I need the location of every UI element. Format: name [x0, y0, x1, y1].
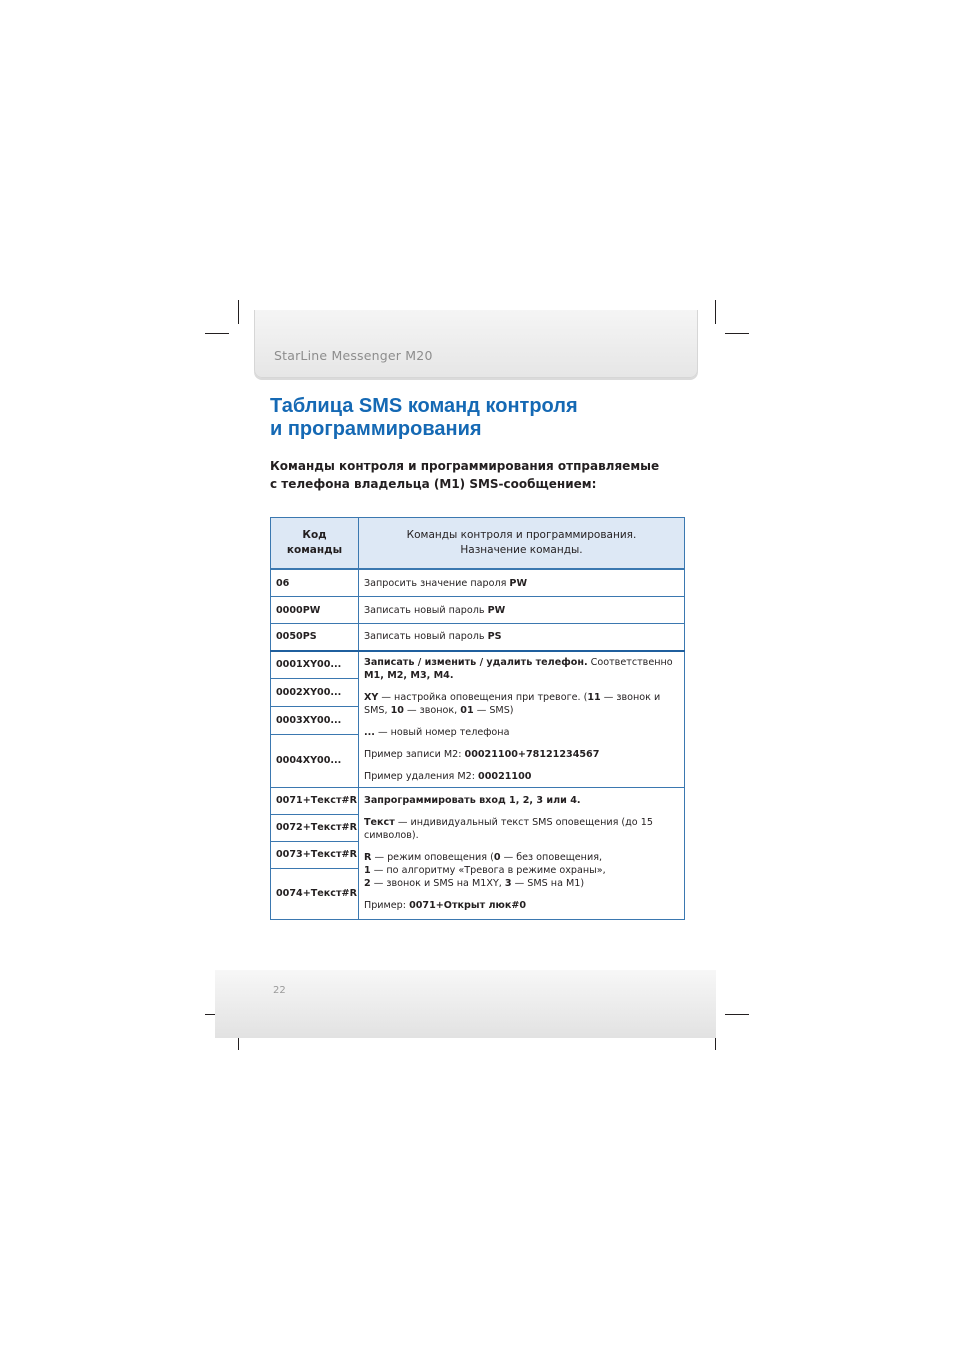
page-number: 22: [273, 985, 286, 996]
subtitle-line2: с телефона владельца (М1) SMS-сообщением:: [270, 477, 597, 491]
command-code: 0050PS: [271, 624, 359, 651]
command-description: Записать новый пароль PW: [359, 597, 685, 624]
command-code: 06: [271, 570, 359, 597]
crop-mark: [205, 333, 229, 334]
phone-command-description: Записать / изменить / удалить телефон. Соответственно М1, М2, М3, М4. XY — настройка оповещения при тревоге. (11 — звонок и SMS, 10 — звонок, 01 — SMS) ... — новый номер телефона Пример записи М2: 00021100+78121234567 Пример удаления М2: 00021100: [359, 651, 685, 788]
simple-rows: [271, 570, 685, 651]
table-row: [271, 570, 685, 597]
table-row: [271, 787, 685, 814]
command-code: 0000PW: [271, 597, 359, 624]
input-command-description: Запрограммировать вход 1, 2, 3 или 4. Текст — индивидуальный текст SMS оповещения (до 15 символов). R — режим оповещения (0 — без оповещения, 1 — по алгоритму «Тревога в режиме охраны», 2 — звонок и SMS на М1XY, 3 — SMS на М1) Пример: 0071+Открыт люк#0: [359, 787, 685, 919]
page-title-line2: и программирования: [270, 418, 482, 440]
product-name: StarLine Messenger M20: [274, 348, 433, 363]
input-command-group: [271, 787, 685, 919]
table-row: [271, 597, 685, 624]
command-code: 0003XY00...: [271, 706, 359, 734]
phone-command-group: [271, 651, 685, 788]
command-code: 0004XY00...: [271, 734, 359, 787]
command-code: 0002XY00...: [271, 678, 359, 706]
crop-mark: [715, 300, 716, 324]
page-title-line1: Таблица SMS команд контроля: [270, 395, 578, 417]
subtitle-line1: Команды контроля и программирования отправляемые: [270, 459, 660, 473]
crop-mark: [238, 300, 239, 324]
command-code: 0071+Текст#R: [271, 787, 359, 814]
crop-mark: [725, 333, 749, 334]
section-subtitle: [270, 457, 690, 493]
page-footer: [215, 970, 716, 1038]
table-row: [271, 624, 685, 651]
page-title: [270, 395, 690, 441]
command-code: 0001XY00...: [271, 651, 359, 679]
command-code: 0073+Текст#R: [271, 841, 359, 868]
table-header-row: [271, 518, 685, 569]
crop-mark: [725, 1014, 749, 1015]
command-code: 0072+Текст#R: [271, 814, 359, 841]
page-header: [254, 310, 698, 378]
header-code: Код команды: [271, 518, 359, 569]
table-row: [271, 651, 685, 679]
command-code: 0074+Текст#R: [271, 868, 359, 919]
command-description: Запросить значение пароля PW: [359, 570, 685, 597]
sms-command-table: [270, 517, 685, 920]
command-description: Записать новый пароль PS: [359, 624, 685, 651]
header-description: Команды контроля и программирования. Назначение команды.: [359, 518, 685, 569]
